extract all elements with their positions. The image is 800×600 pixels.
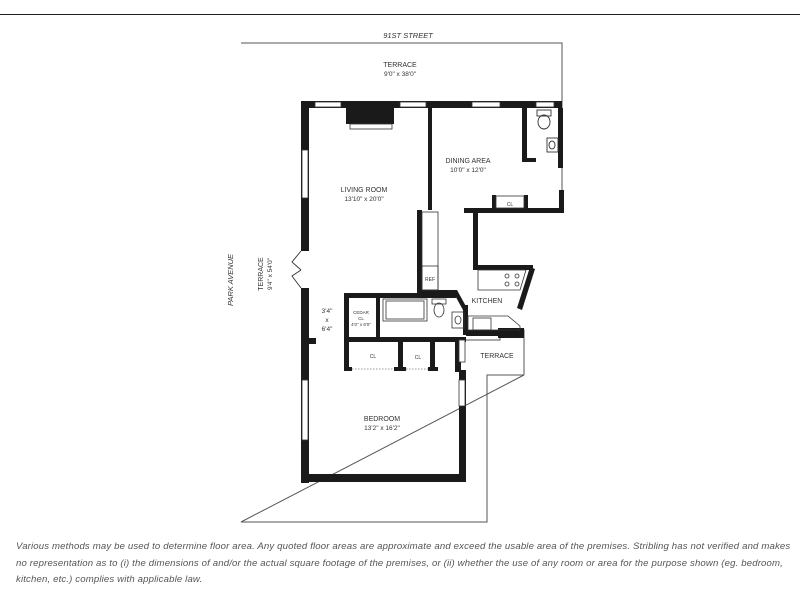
- terrace-outline: [241, 43, 562, 522]
- dining-area-dims: 10'0" x 12'0": [450, 167, 486, 174]
- north-street-label: 91ST STREET: [383, 31, 433, 40]
- bathroom-sink-icon: [452, 312, 464, 328]
- bedroom-dims: 13'2" x 16'2": [364, 425, 400, 432]
- terrace-west-name: TERRACE: [258, 257, 265, 291]
- terrace-east-name: TERRACE: [480, 353, 514, 360]
- bathroom-toilet-icon: [432, 299, 446, 317]
- closet-1-label: CL: [369, 354, 377, 360]
- cedar-closet-dims: 4'0" x 6'0": [351, 322, 371, 327]
- cedar-closet-name: CEDAR: [353, 310, 369, 315]
- living-room-name: LIVING ROOM: [340, 187, 388, 194]
- dining-area-name: DINING AREA: [445, 158, 491, 165]
- kitchen-sink-icon: [468, 316, 520, 330]
- terrace-north-dims: 9'0" x 38'0": [383, 71, 417, 78]
- fireplace-hearth: [350, 124, 392, 129]
- living-room-dims: 13'10" x 20'0": [344, 196, 384, 203]
- cedar-closet-sub: CL: [358, 316, 364, 321]
- foyer-height: 6'4": [321, 326, 333, 333]
- toilet-icon: [537, 110, 551, 129]
- closet-2-label: CL: [414, 355, 422, 361]
- disclaimer-text: Various methods may be used to determine floor area. Any quoted floor areas are approximate and exceed the usable area of the premises. Stribling has not verified and makes no representation as to (i) the dimensions of and/or the actual square footage of the premises, or (ii) whether the use of any room or area for the purpose shown (eg. bedroom, kitchen, etc.) complies with applicable law.: [16, 541, 791, 585]
- bathtub-icon: [383, 299, 427, 321]
- bedroom-name: BEDROOM: [363, 416, 401, 423]
- terrace-door: [292, 251, 301, 288]
- labels: [226, 31, 514, 432]
- kitchen-name: KITCHEN: [471, 298, 503, 305]
- foyer-width: 3'4": [321, 308, 333, 315]
- dining-closet-label: CL: [506, 202, 514, 208]
- sink-icon: [547, 138, 558, 152]
- terrace-west-dims: 9'4" x 54'0": [267, 257, 274, 291]
- foyer-x: x: [325, 317, 329, 324]
- walls: [301, 101, 564, 483]
- terrace-north-name: TERRACE: [383, 62, 417, 69]
- stove-icon: [478, 270, 526, 290]
- west-street-label: PARK AVENUE: [226, 253, 235, 307]
- refrigerator-label: REF: [425, 277, 435, 283]
